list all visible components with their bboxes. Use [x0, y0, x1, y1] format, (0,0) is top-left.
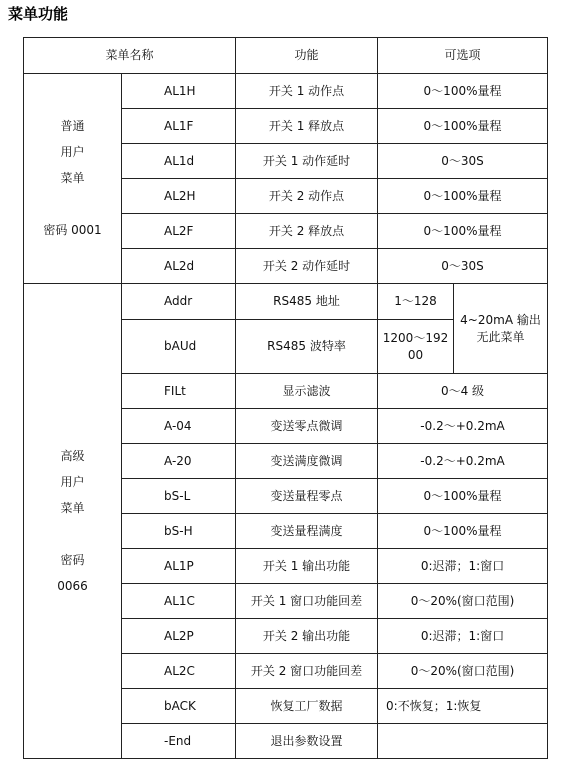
group-label-line: 用户	[60, 145, 85, 159]
menu-code: AL1C	[122, 584, 236, 619]
menu-function: 开关 1 输出功能	[236, 549, 378, 584]
menu-code: bS-L	[122, 479, 236, 514]
menu-code: AL1F	[122, 109, 236, 144]
menu-option	[378, 724, 548, 759]
group-label-line: 高级	[60, 448, 85, 463]
group-label-line: 菜单	[60, 171, 85, 185]
header-menu-name: 菜单名称	[24, 38, 236, 74]
header-function: 功能	[236, 38, 378, 74]
menu-option: 0～100%量程	[378, 214, 548, 249]
menu-option: 0:迟滞；1:窗口	[378, 619, 548, 654]
menu-option: 0～100%量程	[378, 514, 548, 549]
menu-code: FILt	[122, 374, 236, 409]
comm-note: 4~20mA 输出无此菜单	[454, 284, 548, 374]
menu-code: bS-H	[122, 514, 236, 549]
group-label-line: 用户	[60, 474, 85, 489]
advanced-user-group-cell	[24, 284, 122, 759]
menu-option: 1～128	[378, 284, 454, 320]
menu-code: Addr	[122, 284, 236, 320]
menu-option: 0:不恢复；1:恢复	[378, 689, 548, 724]
menu-function: 退出参数设置	[236, 724, 378, 759]
menu-function: 变送量程满度	[236, 514, 378, 549]
group-label-line: 普通	[60, 119, 85, 133]
menu-code: A-04	[122, 409, 236, 444]
menu-option: 0～100%量程	[378, 479, 548, 514]
menu-function: RS485 地址	[236, 284, 378, 320]
menu-code: bACK	[122, 689, 236, 724]
menu-function: 开关 2 窗口功能回差	[236, 654, 378, 689]
menu-option: 0～20%(窗口范围)	[378, 654, 548, 689]
menu-option: -0.2～+0.2mA	[378, 409, 548, 444]
menu-option: 0～30S	[378, 249, 548, 284]
header-options: 可选项	[378, 38, 548, 74]
table-row	[24, 284, 548, 320]
menu-function: 变送满度微调	[236, 444, 378, 479]
menu-option: -0.2～+0.2mA	[378, 444, 548, 479]
table-header-row	[24, 38, 548, 74]
menu-function: 显示滤波	[236, 374, 378, 409]
group-label-line: 菜单	[60, 500, 85, 515]
group-password: 密码 0001	[43, 223, 102, 237]
menu-function: 开关 1 释放点	[236, 109, 378, 144]
menu-function: 开关 2 释放点	[236, 214, 378, 249]
menu-code: A-20	[122, 444, 236, 479]
menu-function: 开关 2 动作点	[236, 179, 378, 214]
menu-function: 变送零点微调	[236, 409, 378, 444]
menu-code: AL1H	[122, 74, 236, 109]
page-heading: 菜单功能	[8, 5, 69, 23]
menu-code: AL1P	[122, 549, 236, 584]
menu-code: AL2F	[122, 214, 236, 249]
menu-function-table	[23, 37, 548, 759]
menu-code: bAUd	[122, 320, 236, 374]
menu-option: 0～100%量程	[378, 179, 548, 214]
menu-function: 恢复工厂数据	[236, 689, 378, 724]
menu-option: 0:迟滞；1:窗口	[378, 549, 548, 584]
menu-option: 0～30S	[378, 144, 548, 179]
menu-function: 开关 2 输出功能	[236, 619, 378, 654]
menu-function: 开关 1 动作点	[236, 74, 378, 109]
menu-code: -End	[122, 724, 236, 759]
menu-code: AL2P	[122, 619, 236, 654]
menu-code: AL2H	[122, 179, 236, 214]
menu-function: 开关 2 动作延时	[236, 249, 378, 284]
menu-function: 变送量程零点	[236, 479, 378, 514]
group-password-value: 0066	[57, 578, 88, 593]
group-password-label: 密码	[60, 552, 85, 567]
menu-option: 0～20%(窗口范围)	[378, 584, 548, 619]
menu-option: 0～100%量程	[378, 74, 548, 109]
menu-function: RS485 波特率	[236, 320, 378, 374]
menu-option: 1200～19200	[378, 320, 454, 374]
menu-option: 0～100%量程	[378, 109, 548, 144]
menu-code: AL2d	[122, 249, 236, 284]
table-row	[24, 74, 548, 109]
normal-user-group-cell	[24, 74, 122, 284]
menu-function: 开关 1 动作延时	[236, 144, 378, 179]
menu-code: AL1d	[122, 144, 236, 179]
menu-function: 开关 1 窗口功能回差	[236, 584, 378, 619]
menu-option: 0～4 级	[378, 374, 548, 409]
menu-code: AL2C	[122, 654, 236, 689]
